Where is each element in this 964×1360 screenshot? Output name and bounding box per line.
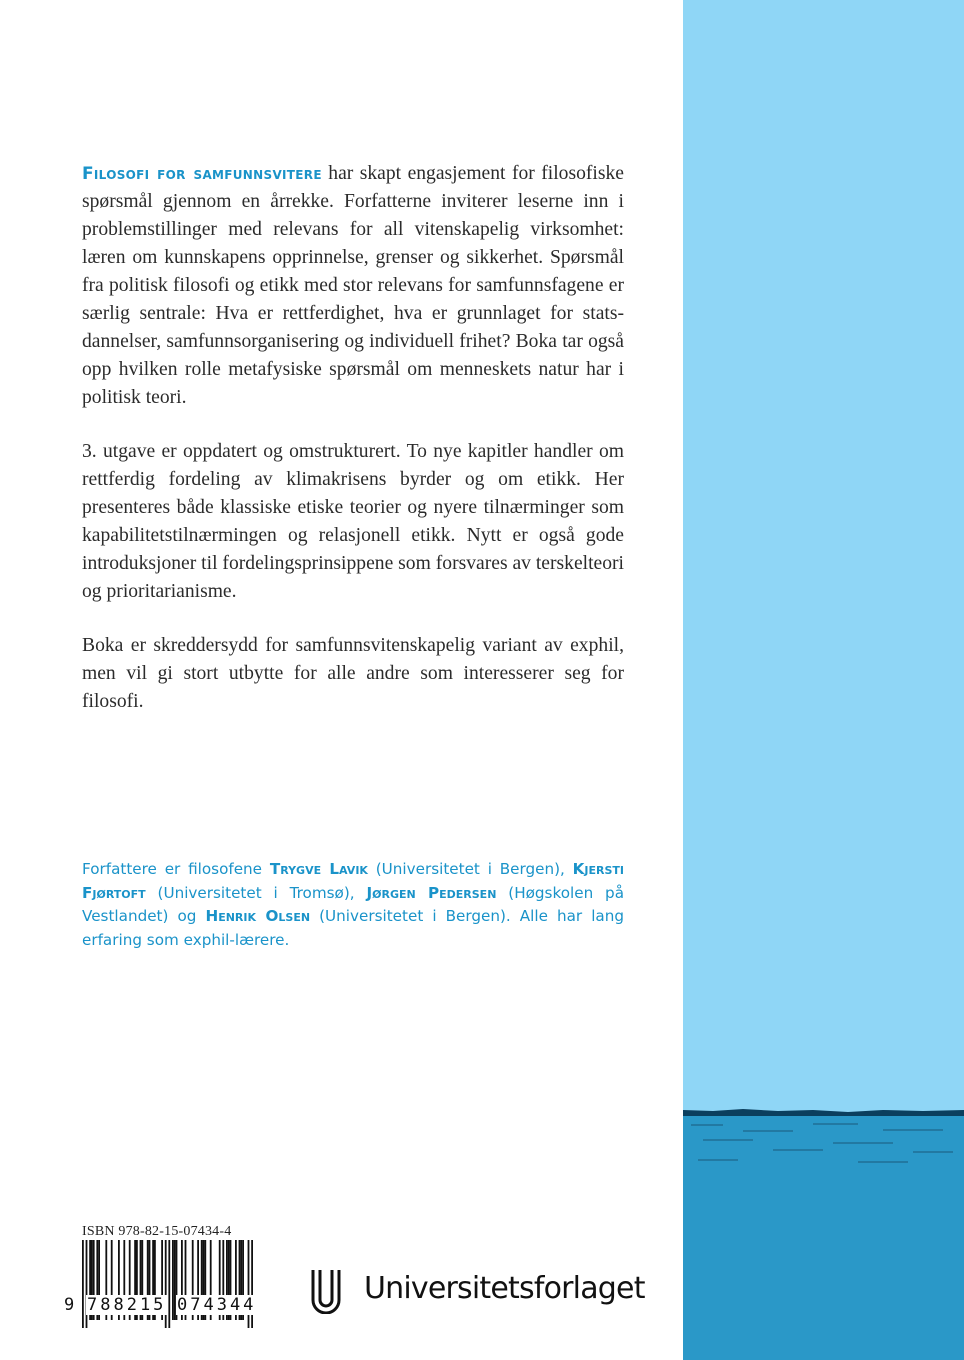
description-paragraph-2: 3. utgave er oppdatert og omstrukturert. To nye kapitler handler om rettferdig fordeling av klimakrisens byrder og om etikk. Her presenteres både klassiske etiske teorier og nyere tilnærminger som kapabilitetstilnærmingen og relasjonell etikk. Nytt er også gode introduksjoner til fordelingsprinsippene som forsvares av terskelteori og prioritarianisme. <box>82 441 624 602</box>
description-paragraph-3: Boka er skreddersydd for samfunnsvitenskapelig variant av exphil, men vil gi stort utbytte for alle andre som interesserer seg for filosofi. <box>82 635 624 712</box>
author-name-1: Trygve Lavik <box>269 860 368 878</box>
description-paragraph-1 <box>82 160 624 412</box>
barcode-digits-left: 788215 <box>87 1295 167 1315</box>
description-paragraph-1-text: har skapt engasjement for filosofiske spørsmål gjennom en årrekke. Forfatterne inviterer leserne inn i problemstillinger med relevans for all vitenskapelig virksomhet: læren om kunnskapens opprinnelse, grenser og sikkerhet. Spørsmål fra politisk filosofi og etikk med stor relevans for samfunnsfagene er særlig sentrale: Hva er rettferdighet, hva er grunnlaget for statsdannelser, samfunnsorganisering og individuell frihet? Boka tar også opp hvilken rolle metafysiske spørsmål om menneskets natur har i politisk teori. <box>82 163 624 408</box>
barcode-digit-first: 9 <box>64 1295 75 1315</box>
author-affiliation-4: (Universitetet i Bergen). Alle har lang erfaring som exphil-lærere. <box>82 907 624 949</box>
book-title: Filosofi for samfunnsvitere <box>82 164 322 184</box>
description-block <box>82 160 624 742</box>
barcode-digits-right: 074344 <box>177 1295 257 1315</box>
barcode <box>64 1240 254 1332</box>
author-name-2: Kjersti Fjørtoft <box>82 860 624 902</box>
publisher-name: Universitetsforlaget <box>364 1271 645 1306</box>
sky-and-sea-band <box>683 0 964 1360</box>
isbn-label: ISBN 978-82-15-07434-4 <box>82 1224 232 1239</box>
barcode-bar <box>172 1240 174 1320</box>
author-affiliation-1: (Universitetet i Bergen), <box>367 860 573 878</box>
author-name-3: Jørgen Pedersen <box>366 883 497 902</box>
u-monogram-icon <box>311 1270 341 1314</box>
author-affiliation-2: (Universitetet i Tromsø), <box>145 883 367 902</box>
authors-intro: Forfattere er filosofene <box>82 860 270 878</box>
author-affiliation-3: (Høgskolen på Vestlandet) og <box>82 883 625 925</box>
authors-note <box>82 858 624 952</box>
barcode-bar <box>82 1240 84 1328</box>
barcode-bar <box>168 1240 170 1328</box>
author-name-4: Henrik Olsen <box>205 907 311 925</box>
